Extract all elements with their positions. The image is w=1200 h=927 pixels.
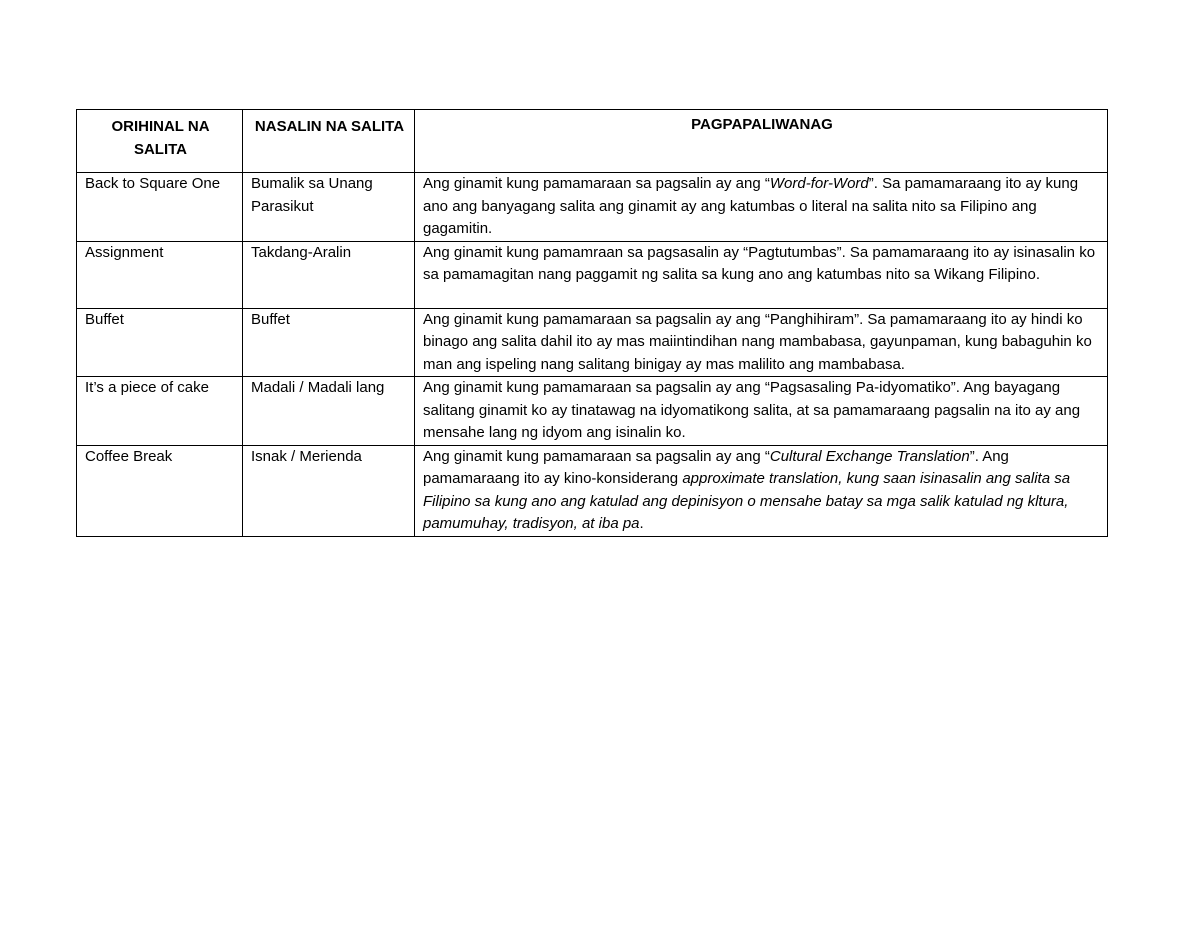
cell-translated: Madali / Madali lang [243,377,415,446]
cell-explanation [415,173,1108,242]
explanation-text: Ang ginamit kung pamamaraan sa pagsalin ay ang “ [423,447,770,465]
cell-original: Back to Square One [77,173,243,242]
header-explanation: PAGPAPALIWANAG [415,110,1108,173]
explanation-text: Ang ginamit kung pamamaraan sa pagsalin ay ang “Pagsasaling Pa-idyomatiko”. Ang bayagang salitang ginamit ko ay tinatawag na idyomatikong salita, at sa pamamaraang pagsalin na ito ay ang mensahe lang ng idyom ang isinalin ko. [423,379,1081,441]
explanation-text: Ang ginamit kung pamamaraan sa pagsalin ay ang “ [423,175,770,192]
cell-explanation [415,308,1108,377]
cell-translated: Bumalik sa Unang Parasikut [243,173,415,242]
table-row [77,445,1108,536]
cell-explanation [415,377,1108,446]
explanation-italic-text: Cultural Exchange Translation [769,447,970,465]
table-row [77,241,1108,308]
explanation-italic-text: approximate translation, kung saan isinasalin ang salita sa Filipino sa kung ano ang katulad ang depinisyon o mensahe batay sa mga salik katulad ng kltura, pamumuhay, tradisyon, at iba pa [423,470,1071,532]
explanation-text: ”. Ang pamamaraang ito ay kino-konsiderang [423,447,1009,487]
cell-original: Coffee Break [77,445,243,536]
cell-original: Assignment [77,241,243,308]
explanation-text: Ang ginamit kung pamamaraan sa pagsalin ay ang “Panghihiram”. Sa pamamaraang ito ay hindi ko binago ang salita dahil ito ay mas maiintindihan nang mambabasa, gayunpaman, kung babaguhin ko man ang ispeling nang salitang binigay ay mas malilito ang mambabasa. [423,310,1092,373]
translation-table [76,109,1108,537]
table-row [77,173,1108,242]
header-original: ORIHINAL NA SALITA [77,110,243,173]
explanation-text: Ang ginamit kung pamamraan sa pagsasalin ay “Pagtutumbas”. Sa pamamaraang ito ay isinasalin ko sa pamamagitan nang paggamit ng salita sa kung ano ang katumbas nito sa Wikang Filipino. [423,243,1096,283]
table-row [77,308,1108,377]
cell-explanation [415,445,1108,536]
cell-translated: Isnak / Merienda [243,445,415,536]
table-row [77,377,1108,446]
cell-translated: Buffet [243,308,415,377]
header-translated: NASALIN NA SALITA [243,110,415,173]
table-header-row [77,110,1108,173]
cell-translated: Takdang-Aralin [243,241,415,308]
explanation-text: ”. Sa pamamaraang ito ay kung ano ang banyagang salita ang ginamit ay ang katumbas o literal na salita nito sa Filipino ang gagamitin. [423,175,1079,237]
explanation-italic-text: Word-for-Word [769,175,869,192]
cell-original: It’s a piece of cake [77,377,243,446]
explanation-text: . [639,515,644,532]
cell-original: Buffet [77,308,243,377]
cell-explanation [415,241,1108,308]
